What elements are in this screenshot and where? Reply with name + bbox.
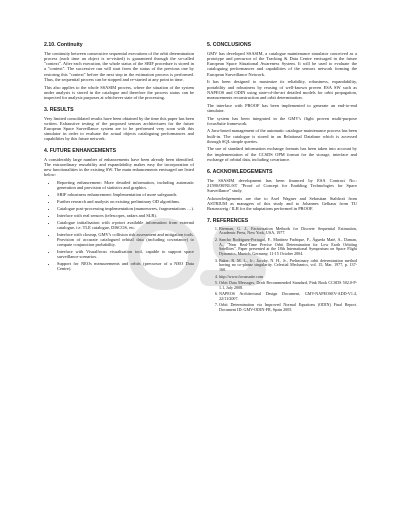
reference-item: 3. Baker, R. M. L., Jr.; Jacoby, N. H., Jr., Preliminary orbit determination method having no co-planar singularity. Celestial Mechanics, vol. 15, Mar. 1977, p. 137-160.: [219, 259, 357, 273]
future-intro: A considerably large number of enhancements have been already been identified. The extraordinary reusability and expandability makes easy the incorporation of new functionalities in the existing SW. The main enhancements envisaged are listed below:: [44, 156, 194, 178]
references-list: [207, 227, 357, 313]
enhancement-item: • Reporting enhancement: More detailed information, including automatic generation and provision of statistics and graphics.: [57, 180, 194, 190]
enhancement-item: • Interface with closeap, GMV's collision risk assessment and mitigation tools. Provision of accurate catalogued orbital data (including covariance) to compute conjunction probability.: [57, 232, 194, 247]
enhancement-item: • Interface with real sensors (telescopes, radars and SLR).: [57, 213, 194, 218]
enhancement-item: • Catalogue post-processing implementation (manoeuvres, fragmentations …).: [57, 206, 194, 211]
results-paragraph: Very limited consolidated results have been obtained by the time this paper has been written. Exhaustive testing of the proposed sensors architectures for the future European Space Surveillance system are to be performed very soon with this simulator in order to evaluate the actual objects cataloguing performances and capabilities by this future network.: [44, 115, 194, 142]
reference-item: 2. Sancho Rodríguez-Portugal, F., Martínez Fadrique, F., Águeda Maté, A., Daman, A., "Near Real-Time Precise Orbit Determination for Low Earth Orbiting Satellites", Paper presented at the 18th International Symposium on Space Flight Dynamics, Munich, Germany, 11-15 October 2004.: [219, 238, 357, 257]
conclusions-paragraph-1: GMV has developed SSASIM, a catalogue maintenance simulator conceived as a prototype and precursor of the Tracking & Data Centre envisaged in the future European Space Situational Awareness System. It will be used to evaluate the cataloguing performances and capabilities of the sensors network forming the European Surveillance Network.: [207, 51, 357, 77]
reference-item: 1. Bierman, G. J., Factorization Methods for Discrete Sequential Estimation, Academic Press, New York, USA, 1977.: [219, 227, 357, 237]
conclusions-paragraph-5: A Java-based management of the automatic catalogue maintenance process has been built-in. The catalogue is stored in an Relational Database which is accessed through SQL simple queries.: [207, 128, 357, 144]
conclusions-paragraph-6: The use of standard information exchange formats has been taken into account by the implementation of the CCSDS OPM format for the storage, interface and exchange of orbital data, including covariance.: [207, 146, 357, 162]
reference-item: 5. Orbit Data Messages, Draft Recommended Standard, Pink Book CCSDS 502.0-P-1.1, July 2008.: [219, 281, 357, 291]
conclusions-heading: 5. CONCLUSIONS: [207, 42, 252, 48]
results-heading: 3. RESULTS: [44, 106, 74, 113]
ack-paragraph-1: The SSASIM development has been financed by ESA Contract No.: 21590/08/NL/ST "Proof of Concept for Enabling Technologies for Space Surveillance" study.: [207, 177, 357, 193]
conclusions-paragraph-3: The interface with PROOF has been implemented to generate an end-to-end simulator.: [207, 102, 357, 113]
refs-heading: 7. REFERENCES: [207, 217, 249, 224]
reference-item: 4. http://www.focussuite.com: [219, 275, 357, 280]
continuity-heading: 2.10. Continuity: [44, 42, 83, 48]
right-column: [207, 42, 357, 315]
enhancement-item: • Catalogue initialisation with a-priori available information from external catalogue, i.e. TLE catalogue, DISCOS, etc.: [57, 220, 194, 230]
continuity-paragraph-2: This also applies to the whole SSASIM process, where the situation of the system under analysis is stored in the catalogue and therefore the process status can be inspected for analysis purposes at whichever state of the processing.: [44, 84, 194, 100]
enhancements-list: [44, 180, 194, 271]
ack-heading: 6. ACKNOWLEDGEMENTS: [207, 168, 273, 175]
continuity-paragraph-1: The continuity between consecutive sequential executions of the orbit determination process (each time an object is re-visited) is guaranteed through the so-called "context". After each execution, the whole status of the SRIF procedure is stored in a "context". The successive run will start from the status of the previous one by restoring this "context" before the next step in the estimation process is performed. Thus, the sequential process can be stopped and re-started at any point in time.: [44, 51, 194, 82]
enhancement-item: • SRIF robustness enhancement: Implementation of more safeguards.: [57, 192, 194, 197]
enhancement-item: • Further research and analysis on existing preliminary OD algorithms.: [57, 199, 194, 204]
ack-paragraph-2: Acknowledgements are due to Axel Wagner and Sebastian Stahlrott from ASTRIUM as managers of this study and to Johannes Gelhaus from TU Braunsweig / ILR for the adaptations performed in PROOF.: [207, 195, 357, 211]
reference-item: 6. NAPEOS Architectural Design Document, GMV-NAPEOSEV-ADD-V1.4, 22/11/2007.: [219, 292, 357, 302]
conclusions-paragraph-4: The system has been integrated in the GMV's flight proven multi-purpose focusSuite framework.: [207, 115, 357, 126]
conclusions-paragraph-2: It has been designed to maximize its reliability, robustness, expandability, portability and robustness by reusing of well-known proven ESA SW such as NAPEOS and ODIN using state-of-the-art detailed models for orbit propagation, measurements reconstruction and orbit determination.: [207, 79, 357, 100]
future-heading: 4. FUTURE ENHANCEMENTS: [44, 147, 117, 154]
left-column: [44, 42, 194, 273]
enhancement-item: • Support for NEOs measurements and orbits (precursor of a NEO Data Centre).: [57, 261, 194, 271]
enhancement-item: • Interface with Visualfocus visualisation tool, capable to support space surveillance scenarios.: [57, 249, 194, 259]
reference-item: 7. Orbit Determination via Improved Normal Equations (ODIN) Final Report. Document ID: GMV-ODIN-FR, Spain 2005.: [219, 303, 357, 313]
